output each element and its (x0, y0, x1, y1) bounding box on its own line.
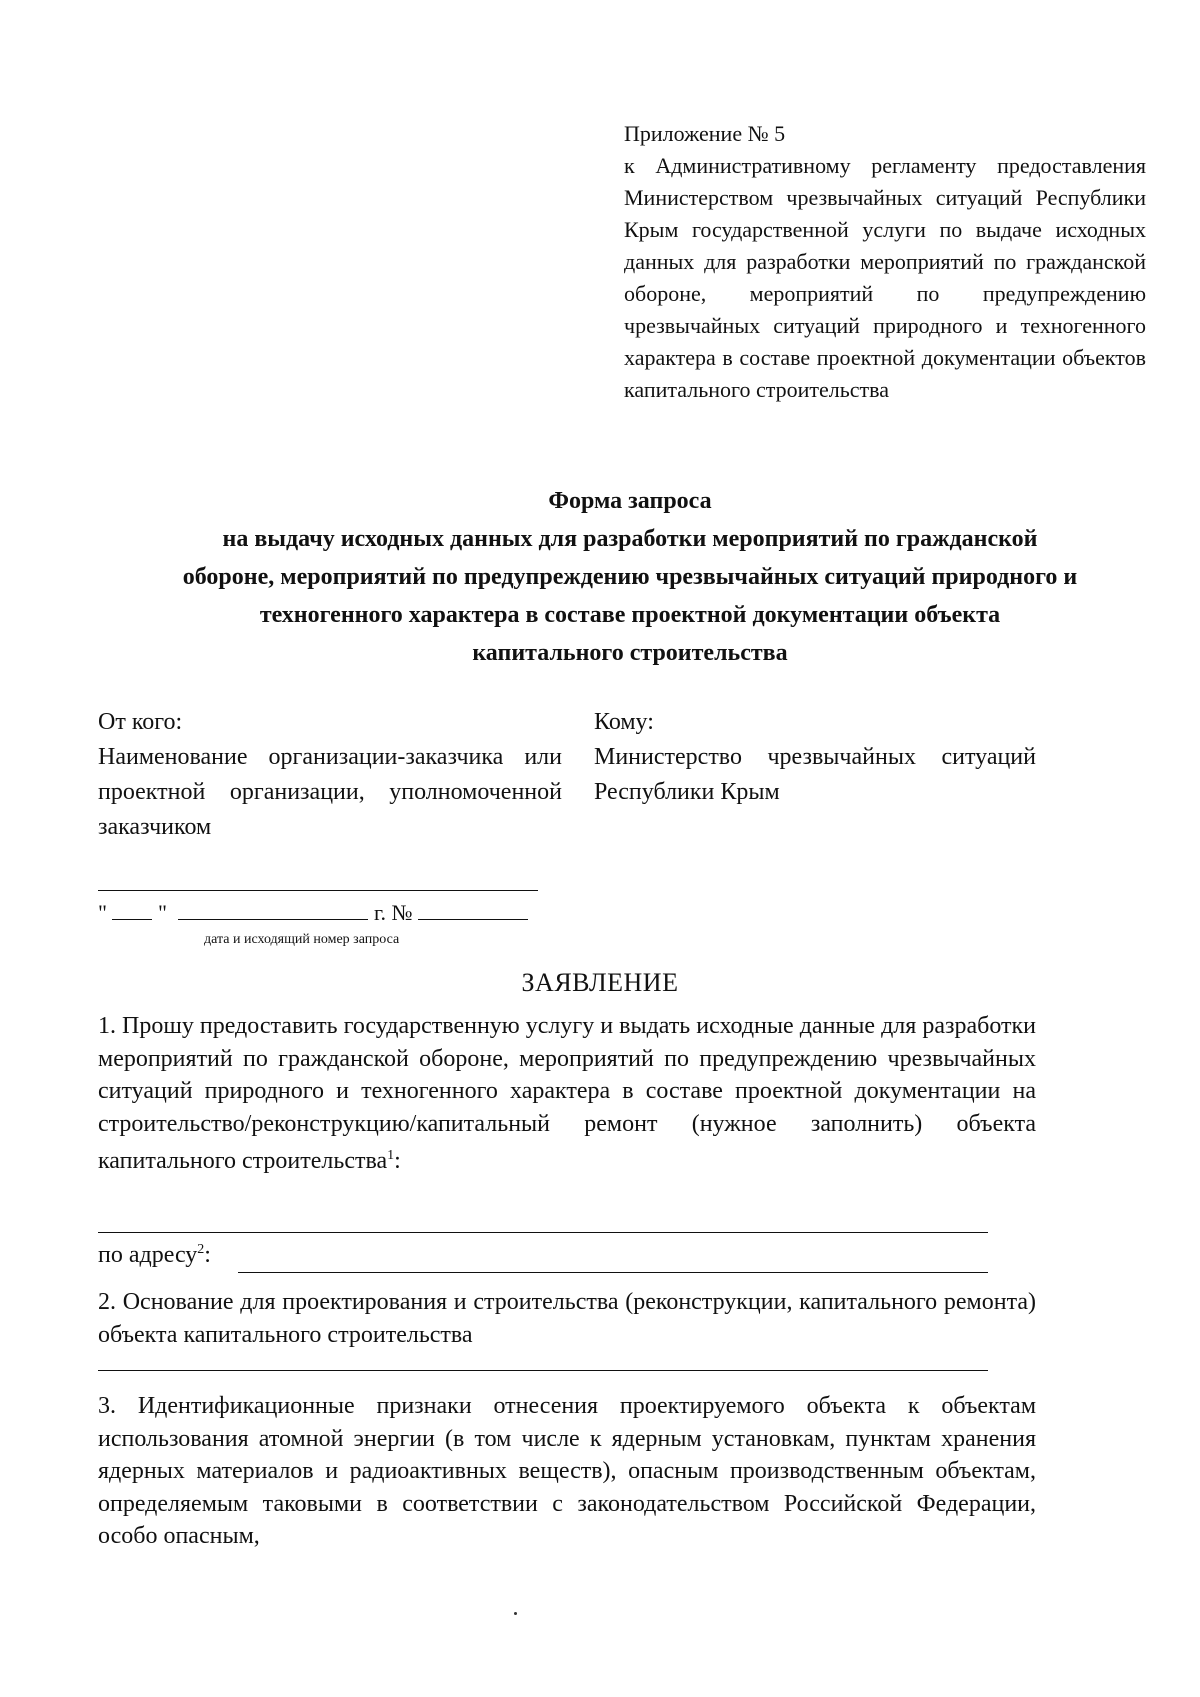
recipient-block (594, 705, 1036, 810)
address-label: по адресу (98, 1242, 198, 1268)
statement-heading: ЗАЯВЛЕНИЕ (521, 968, 679, 997)
paragraph-1-colon: : (394, 1148, 401, 1174)
paragraph-2: 2. Основание для проектирования и строительства (реконструкции, капитального ремонта) объекта капитального строительства (98, 1289, 1036, 1348)
scan-dot (514, 1612, 517, 1615)
sender-label: От кого: (98, 709, 183, 735)
recipient-name: Министерство чрезвычайных ситуаций Республики Крым (594, 744, 1036, 805)
paragraph-1 (98, 1010, 1036, 1178)
title-line: капитального строительства (472, 640, 788, 666)
month-year-field[interactable] (178, 901, 368, 920)
sender-description: Наименование организации-заказчика или проектной организации, уполномоченной заказчиком (98, 744, 562, 840)
date-number-line (98, 900, 568, 926)
title-line: техногенного характера в составе проектной документации объекта (259, 602, 1001, 628)
address-row (98, 1242, 211, 1269)
basis-field[interactable] (98, 1370, 988, 1371)
paragraph-3: 3. Идентификационные признаки отнесения проектируемого объекта к объектам использования атомной энергии (в том числе к ядерным установкам, пунктам хранения ядерных материалов и радиоактивных веществ), опасным производственным объектам, определяемым таковыми в соответствии с законодательством Российской Федерации, особо опасным, (98, 1393, 1036, 1549)
form-title (80, 482, 1180, 672)
footnote-marker: 2 (197, 1242, 205, 1257)
quote-open: " (98, 900, 107, 925)
title-line: обороне, мероприятий по предупреждению чрезвычайных ситуаций природного и (182, 564, 1078, 590)
title-line: Форма запроса (548, 488, 712, 514)
appendix-heading: Приложение № 5 (624, 121, 786, 146)
footnote-marker: 1 (387, 1148, 395, 1163)
sender-block (98, 705, 562, 845)
date-caption: дата и исходящий номер запроса (204, 932, 400, 947)
sender-signature-line[interactable] (98, 890, 538, 891)
appendix-block (624, 118, 1146, 406)
title-line: на выдачу исходных данных для разработки мероприятий по гражданской (222, 526, 1038, 552)
address-field[interactable] (238, 1272, 988, 1273)
request-number-field[interactable] (418, 901, 528, 920)
recipient-label: Кому: (594, 709, 654, 735)
paragraph-1-text: 1. Прошу предоставить государственную услугу и выдать исходные данные для разработки мероприятий по гражданской обороне, мероприятий по предупреждению чрезвычайных ситуаций природного и техногенного характера в составе проектной документации на строительство/реконструкцию/капитальный ремонт (нужное заполнить) объекта капитального строительства (98, 1013, 1036, 1174)
address-colon: : (204, 1242, 211, 1268)
quote-close: " (157, 900, 167, 925)
object-name-field[interactable] (98, 1232, 988, 1233)
year-number-label: г. № (373, 900, 413, 925)
day-field[interactable] (112, 901, 152, 920)
appendix-text: к Административному регламенту предоставления Министерством чрезвычайных ситуаций Республики Крым государственной услуги по выдаче исходных данных для разработки мероприятий по гражданской обороне, мероприятий по предупреждению чрезвычайных ситуаций природного и техногенного характера в составе проектной документации объектов капитального строительства (624, 153, 1146, 402)
